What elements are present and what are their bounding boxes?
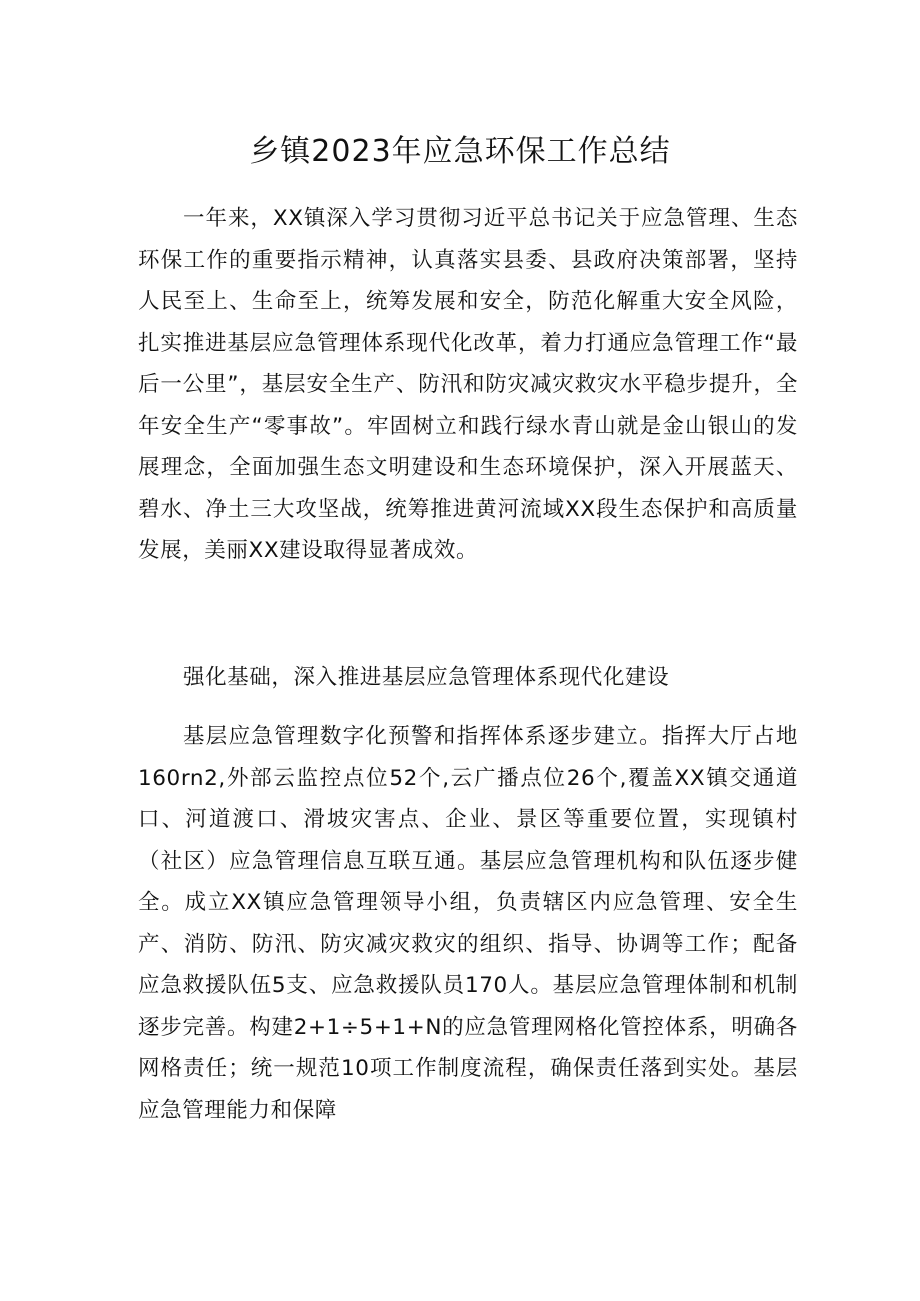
intro-paragraph: 一年来，XX镇深入学习贯彻习近平总书记关于应急管理、生态环保工作的重要指示精神，认真落实县委、县政府决策部署，坚持人民至上、生命至上，统筹发展和安全，防范化解重大安全风险，扎实推进基层应急管理体系现代化改革，着力打通应急管理工作“最后一公里”，基层安全生产、防汛和防灾减灾救灾水平稳步提升，全年安全生产“零事故”。牢固树立和践行绿水青山就是金山银山的发展理念，全面加强生态文明建设和生态环境保护，深入开展蓝天、碧水、净土三大攻坚战，统筹推进黄河流域XX段生态保护和高质量发展，美丽XX建设取得显著成效。: [138, 206, 798, 563]
document-title: 乡镇2023年应急环保工作总结: [249, 134, 671, 169]
body-paragraph: 基层应急管理数字化预警和指挥体系逐步建立。指挥大厅占地160rn2,外部云监控点位52个,云广播点位26个,覆盖XX镇交通道口、河道渡口、滑坡灾害点、企业、景区等重要位置，实现镇村（社区）应急管理信息互联互通。基层应急管理机构和队伍逐步健全。成立XX镇应急管理领导小组，负责辖区内应急管理、安全生产、消防、防汛、防灾减灾救灾的组织、指导、协调等工作；配备应急救援队伍5支、应急救援队员170人。基层应急管理体制和机制逐步完善。构建2+1÷5+1+N的应急管理网格化管控体系，明确各网格责任；统一规范10项工作制度流程，确保责任落到实处。基层应急管理能力和保障: [138, 724, 798, 1123]
section-heading: 强化基础，深入推进基层应急管理体系现代化建设: [183, 665, 670, 690]
